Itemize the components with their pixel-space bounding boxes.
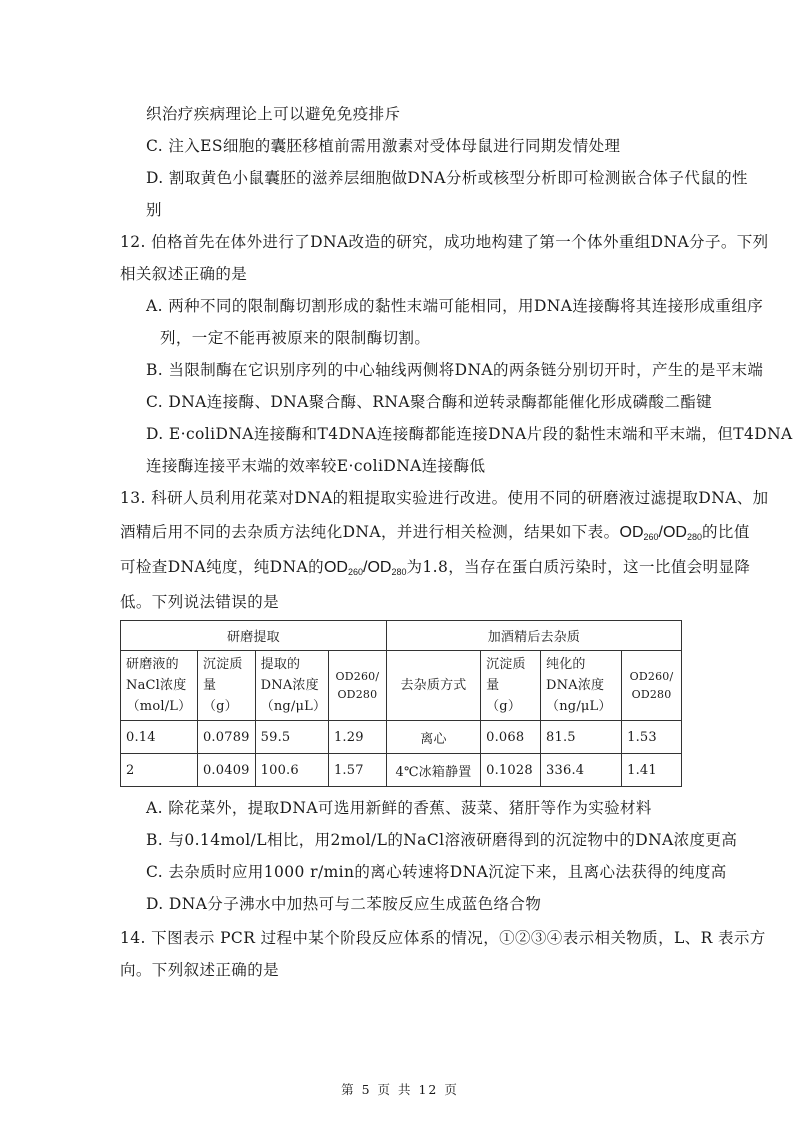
stem-text-end: 的比值 (702, 523, 750, 541)
table-cell: 1.29 (328, 721, 386, 754)
table-cell: 0.1028 (481, 754, 541, 787)
header-line: 沉淀质 (202, 657, 243, 672)
table-cell: 1.57 (328, 754, 386, 787)
option-c: C. 注入ES细胞的囊胚移植前需用激素对受体母鼠进行同期发情处理 (146, 137, 621, 155)
table-cell: 336.4 (541, 754, 622, 787)
stem-text: 可检查DNA纯度，纯DNA的 (120, 558, 324, 576)
text-line: 织治疗疾病理论上可以避免免疫排斥 (146, 105, 401, 123)
header-line: 提取的 (260, 657, 301, 672)
table-cell: 0.0409 (197, 754, 255, 787)
header-line: OD280 (631, 687, 672, 701)
table-cell: 100.6 (255, 754, 328, 787)
table-cell: 4℃冰箱静置 (386, 754, 480, 787)
od-ratio (620, 524, 703, 541)
header-line: （ng/μL） (546, 699, 612, 714)
header-line: DNA浓度 (260, 678, 319, 693)
od-slash: /OD (658, 524, 687, 541)
header-line: NaCl浓度 (126, 678, 187, 693)
table-cell: 1.41 (622, 754, 682, 787)
header-line: 纯化的 (546, 657, 586, 672)
od-260-sub: 260 (347, 567, 363, 577)
table-cell: 0.068 (481, 721, 541, 754)
header-line: （ng/μL） (260, 699, 327, 714)
q13-option-b: B. 与0.14mol/L相比，用2mol/L的NaCl溶液研磨得到的沉淀物中的DNA浓度更高 (146, 831, 738, 849)
group-header-purification: 加酒精后去杂质 (386, 621, 681, 651)
header-line: 沉淀质 (486, 657, 526, 672)
q13-option-a: A. 除花菜外，提取DNA可选用新鲜的香蕉、菠菜、猪肝等作为实验材料 (146, 799, 652, 817)
option-d-cont: 别 (146, 201, 162, 219)
question-12-stem-cont: 相关叙述正确的是 (120, 265, 248, 283)
q13-option-c: C. 去杂质时应用1000 r/min的离心转速将DNA沉淀下来，且离心法获得的纯度高 (146, 863, 727, 881)
header-line: 量 (486, 678, 500, 693)
question-14-stem: 14. 下图表示 PCR 过程中某个阶段反应体系的情况，①②③④表示相关物质，L、R 表示方 (120, 929, 766, 947)
header-line: 研磨液的 (126, 657, 179, 672)
header-line: （g） (202, 699, 238, 714)
option-d: D. 割取黄色小鼠囊胚的滋养层细胞做DNA分析或核型分析即可检测嵌合体子代鼠的性 (146, 169, 748, 187)
q12-option-b: B. 当限制酶在它识别序列的中心轴线两侧将DNA的两条链分别切开时，产生的是平末端 (146, 361, 764, 379)
group-header-grinding: 研磨提取 (121, 621, 387, 651)
header-line: OD260/ (335, 669, 380, 683)
question-13-stem-2 (120, 521, 750, 548)
od-280-sub: 280 (686, 532, 703, 542)
q12-option-d-cont: 连接酶连接平末端的效率较E·coliDNA连接酶低 (146, 457, 486, 475)
od-label: OD (323, 559, 348, 576)
header-line: 量 (202, 678, 217, 693)
col-header-nacl (121, 651, 198, 721)
page-number: 第 5 页 共 12 页 (341, 1082, 459, 1097)
od-280-sub: 280 (391, 567, 407, 577)
table-cell: 离心 (386, 721, 480, 754)
table-cell: 2 (121, 754, 198, 787)
col-header-dna-conc (255, 651, 328, 721)
q12-option-a-cont: 列，一定不能再被原来的限制酶切割。 (160, 329, 431, 347)
question-13-stem-4: 低。下列说法错误的是 (120, 593, 280, 611)
header-line: OD280 (337, 687, 378, 701)
table-row (121, 754, 682, 787)
results-table (120, 620, 682, 787)
col-header-purified-dna (541, 651, 622, 721)
question-13-stem: 13. 科研人员利用花菜对DNA的粗提取实验进行改进。使用不同的研磨液过滤提取DNA、加 (120, 489, 769, 507)
header-line: DNA浓度 (546, 678, 605, 693)
header-line: （mol/L） (126, 699, 192, 714)
q12-option-a: A. 两种不同的限制酶切割形成的黏性末端可能相同，用DNA连接酶将其连接形成重组序 (146, 297, 764, 315)
table-cell: 1.53 (622, 721, 682, 754)
table-cell: 0.0789 (197, 721, 255, 754)
col-header-precipitate-2 (481, 651, 541, 721)
od-slash: /OD (363, 559, 392, 576)
q12-option-c: C. DNA连接酶、DNA聚合酶、RNA聚合酶和逆转录酶都能催化形成磷酸二酯键 (146, 393, 713, 411)
col-header-precipitate (197, 651, 255, 721)
od-ratio (324, 559, 407, 576)
table-cell: 59.5 (255, 721, 328, 754)
col-header-od-ratio (328, 651, 386, 721)
table-row (121, 721, 682, 754)
table-cell: 81.5 (541, 721, 622, 754)
od-260-sub: 260 (643, 532, 659, 542)
q12-option-d: D. E·coliDNA连接酶和T4DNA连接酶都能连接DNA片段的黏性末端和平末端，但T4DNA (146, 425, 793, 443)
stem-text: 酒精后用不同的去杂质方法纯化DNA，并进行相关检测，结果如下表。 (120, 523, 620, 541)
header-line: （g） (486, 699, 522, 714)
stem-text-end: 为1.8，当存在蛋白质污染时，这一比值会明显降 (406, 558, 751, 576)
col-header-method: 去杂质方式 (386, 651, 480, 721)
question-14-stem-cont: 向。下列叙述正确的是 (120, 961, 280, 979)
table-cell: 0.14 (121, 721, 198, 754)
question-12-stem: 12. 伯格首先在体外进行了DNA改造的研究，成功地构建了第一个体外重组DNA分子。下列 (120, 233, 769, 251)
col-header-od-ratio-2 (622, 651, 682, 721)
header-line: OD260/ (629, 669, 674, 683)
question-13-stem-3 (120, 556, 750, 583)
q13-option-d: D. DNA分子沸水中加热可与二苯胺反应生成蓝色络合物 (146, 895, 542, 913)
od-label: OD (619, 524, 644, 541)
